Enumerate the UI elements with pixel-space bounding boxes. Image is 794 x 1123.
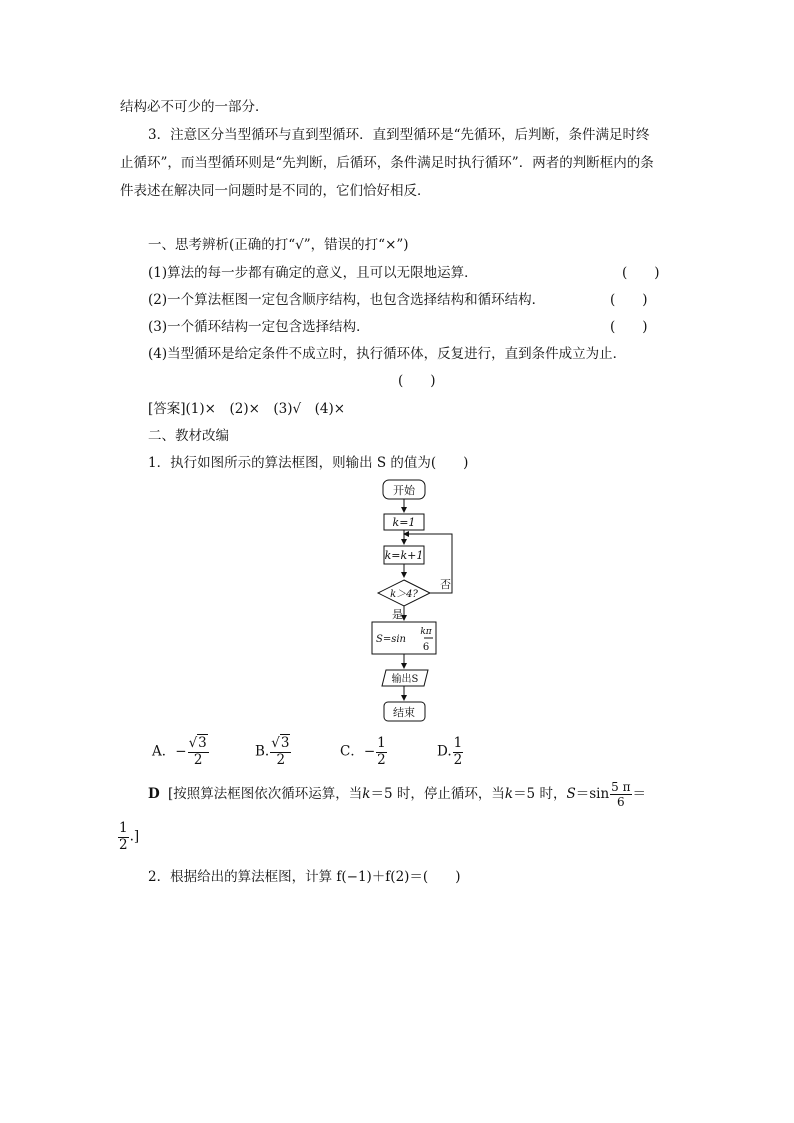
paragraph-3-line2: 止循环”，而当型循环则是“先判断，后循环，条件满足时执行循环”．两者的判断框内的条 [120, 155, 654, 171]
judgement-paren-4: ( ) [398, 373, 436, 389]
judgement-paren-1: ( ) [622, 265, 660, 281]
condition-label: k＞4? [390, 589, 418, 600]
output-label: 输出S [391, 674, 419, 685]
judgement-item-2: (2)一个算法框图一定包含顺序结构，也包含选择结构和循环结构． [148, 292, 546, 308]
no-label: 否 [440, 578, 451, 591]
assign-frac-num: kπ [420, 627, 432, 637]
judgement-item-1: (1)算法的每一步都有确定的意义，且可以无限地运算． [148, 265, 478, 281]
option-a: A．− $\frac{√3}{2}$ [152, 735, 207, 768]
paragraph-3-line1: 3．注意区分当型循环与直到型循环．直到型循环是“先循环，后判断，条件满足时终 [148, 127, 650, 143]
judgement-paren-2: ( ) [610, 292, 648, 308]
section-heading-judgement: 一、思考辨析(正确的打“√”，错误的打“×”) [148, 237, 409, 253]
update-label: k=k+1 [384, 549, 424, 562]
solution-line-2: $\frac{1}{2}$ .] [119, 820, 140, 853]
question-1: 1．执行如图所示的算法框图，则输出 S 的值为( ) [148, 455, 469, 471]
solution-letter: D [148, 786, 160, 802]
judgement-item-3: (3)一个循环结构一定包含选择结构． [148, 319, 370, 335]
assign-frac-den: 6 [422, 642, 430, 653]
section-heading-textbook: 二、教材改编 [148, 428, 229, 444]
option-d: D. $\frac{1}{2}$ [437, 735, 463, 768]
solution-line-1: D [按照算法框图依次循环运算，当k＝5 时，停止循环，当k＝5 时，S＝sin $\frac{5 \pi}{6}$ ＝ [148, 780, 646, 809]
assign-label: S=sin [376, 634, 406, 645]
answer-line: [答案](1)× (2)× (3)√ (4)× [148, 401, 346, 417]
paragraph-continuation: 结构必不可少的一部分． [120, 99, 269, 115]
judgement-item-4: (4)当型循环是给定条件不成立时，执行循环体，反复进行，直到条件成立为止． [148, 346, 627, 362]
paragraph-3-line3: 件表述在解决同一问题时是不同的，它们恰好相反． [120, 183, 431, 199]
start-label: 开始 [393, 484, 415, 497]
init-label: k=1 [392, 516, 416, 529]
end-label: 结束 [393, 706, 415, 719]
yes-label: 是 [392, 608, 403, 621]
question-2: 2．根据给出的算法框图，计算 f(−1)＋f(2)＝( ) [148, 869, 461, 885]
algorithm-flowchart [360, 476, 500, 726]
option-c: C．− $\frac{1}{2}$ [340, 735, 386, 768]
judgement-paren-3: ( ) [610, 319, 648, 335]
option-b: B. $\frac{√3}{2}$ [255, 735, 290, 768]
